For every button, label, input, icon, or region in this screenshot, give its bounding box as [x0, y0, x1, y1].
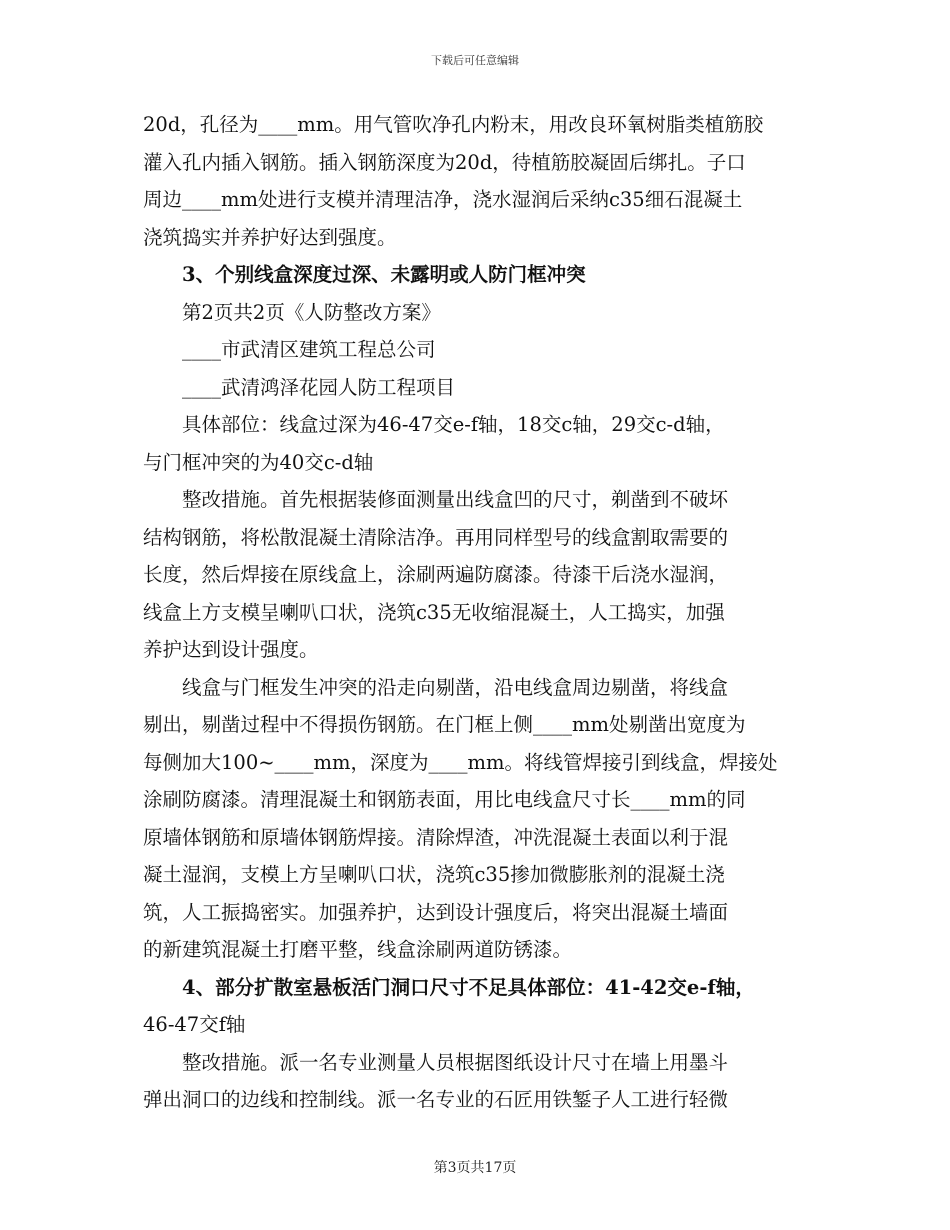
section-heading-3: 3、个别线盒深度过深、未露明或人防门框冲突	[182, 263, 586, 286]
body-line: 剔出，剔凿过程中不得损伤钢筋。在门框上侧____mm处剔凿出宽度为	[143, 713, 746, 736]
project-line: ____武清鸿泽花园人防工程项目	[182, 375, 456, 399]
document-body	[143, 106, 811, 1119]
body-line: 每侧加大100~____mm，深度为____mm。将线管焊接引到线盒，焊接处	[143, 750, 778, 774]
body-line: 周边____mm处进行支模并清理洁净，浇水湿润后采纳c35细石混凝土	[143, 188, 743, 211]
body-line: 弹出洞口的边线和控制线。派一名专业的石匠用铁錾子人工进行轻微	[143, 1088, 729, 1111]
page-header: 下载后可任意编辑	[431, 54, 519, 67]
body-line: 浇筑捣实并养护好达到强度。	[143, 225, 397, 249]
body-line: 线盒与门框发生冲突的沿走向剔凿，沿电线盒周边剔凿，将线盒	[182, 675, 729, 699]
body-line: 养护达到设计强度。	[143, 638, 319, 661]
body-line: 凝土湿润，支模上方呈喇叭口状，浇筑c35掺加微膨胀剂的混凝土浇	[143, 863, 725, 886]
section-heading-4: 4、部分扩散室悬板活门洞口尺寸不足具体部位：41-42交e-f轴，	[182, 975, 755, 999]
body-line: 与门框冲突的为40交c-d轴	[143, 450, 374, 474]
body-line: 灌入孔内插入钢筋。插入钢筋深度为20d，待植筋胶凝固后绑扎。子口	[143, 150, 746, 174]
body-line: 整改措施。派一名专业测量人员根据图纸设计尺寸在墙上用墨斗	[182, 1050, 729, 1074]
company-line: ____市武清区建筑工程总公司	[182, 338, 436, 361]
body-line: 长度，然后焊接在原线盒上，涂刷两遍防腐漆。待漆干后浇水湿润，	[143, 563, 729, 586]
body-line: 原墙体钢筋和原墙体钢筋焊接。清除焊渣，冲洗混凝土表面以利于混	[143, 825, 729, 849]
body-line: 20d，孔径为____mm。用气管吹净孔内粉末，用改良环氧树脂类植筋胶	[143, 113, 764, 136]
page-reference-line: 第2页共2页《人防整改方案》	[182, 300, 441, 324]
body-line: 线盒上方支模呈喇叭口状，浇筑c35无收缩混凝土，人工捣实，加强	[143, 600, 725, 624]
body-line: 整改措施。首先根据装修面测量出线盒凹的尺寸，剃凿到不破坏	[182, 488, 729, 511]
body-line: 筑，人工振捣密实。加强养护，达到设计强度后，将突出混凝土墙面	[143, 900, 729, 924]
body-line: 46-47交f轴	[143, 1013, 246, 1036]
body-line: 的新建筑混凝土打磨平整，线盒涂刷两道防锈漆。	[143, 938, 573, 961]
body-line: 具体部位：线盒过深为46-47交e-f轴，18交c轴，29交c-d轴，	[182, 413, 725, 436]
page-footer: 第3页共17页	[433, 1160, 517, 1176]
body-line: 涂刷防腐漆。清理混凝土和钢筋表面，用比电线盒尺寸长____mm的同	[143, 788, 746, 811]
body-line: 结构钢筋，将松散混凝土清除洁净。再用同样型号的线盒割取需要的	[143, 525, 729, 549]
